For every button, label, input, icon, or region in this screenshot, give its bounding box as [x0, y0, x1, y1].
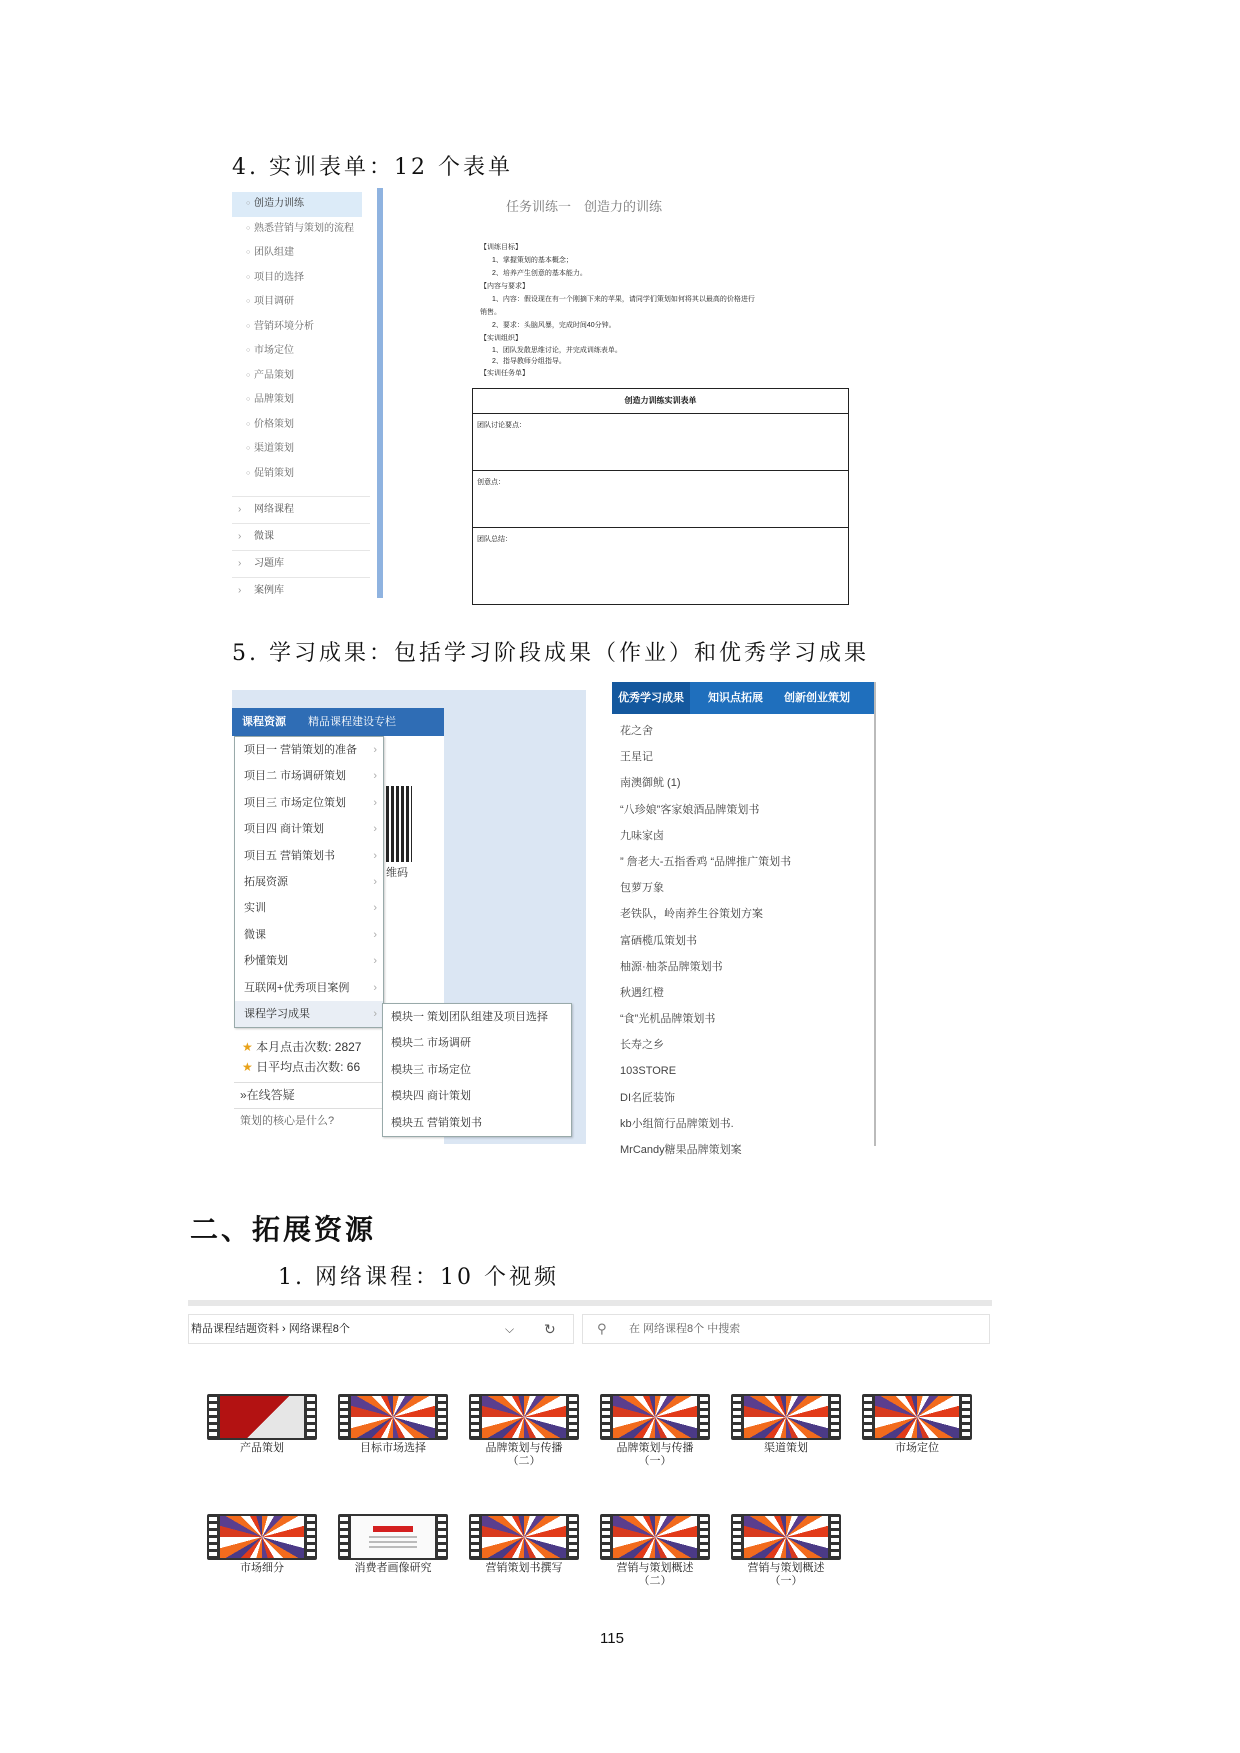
nav-item[interactable]: ○ 营销环境分析 [232, 315, 372, 340]
submenu-item[interactable]: 模块三 市场定位 [391, 1063, 472, 1076]
list-item[interactable]: 长寿之乡 [620, 1039, 664, 1052]
nav-group-online-course[interactable]: › 网络课程 [232, 496, 370, 523]
daily-clicks: ★ 日平均点击次数: 66 [242, 1060, 361, 1074]
row-label: 团队讨论要点： [477, 422, 526, 429]
list-item[interactable]: DI名匠装饰 [620, 1091, 675, 1104]
list-item[interactable]: 富硒榄瓜策划书 [620, 934, 697, 947]
online-course-heading: 1. 网络课程：10 个视频 [278, 1265, 559, 1290]
doc-line: 2、要求：头脑风暴，完成时间40分钟。 [492, 322, 616, 329]
list-item[interactable]: “八珍娘”客家娘酒品牌策划书 [620, 803, 760, 816]
nav-group-microlecture[interactable]: › 微课 [232, 523, 370, 550]
tab-innovation[interactable]: 创新创业策划 [784, 692, 850, 704]
table-row [473, 471, 848, 528]
video-thumbnail-icon [469, 1514, 579, 1560]
video-name-suffix: （一） [638, 1455, 672, 1467]
qr-code [386, 786, 412, 862]
video-name: 市场细分 [240, 1562, 284, 1574]
submenu-item[interactable]: 模块五 营销策划书 [391, 1116, 483, 1129]
video-name: 营销策划书撰写 [485, 1562, 563, 1574]
list-item[interactable]: 王星记 [620, 751, 653, 764]
video-thumbnail-icon [600, 1514, 710, 1560]
list-item[interactable]: 南澳御鱿 (1) [620, 777, 681, 790]
nav-item[interactable]: ○ 项目调研 [232, 290, 372, 315]
nav-group-cases[interactable]: › 案例库 [232, 577, 370, 604]
doc-line: 1、内容：假设现在有一个刚摘下来的苹果，请同学们策划如何将其以最高的价格进行 [492, 296, 755, 303]
menu-item[interactable]: 实训 › [235, 895, 383, 921]
refresh-icon[interactable]: ↻ [544, 1321, 556, 1337]
doc-line: 2、培养产生创意的基本能力。 [492, 270, 587, 277]
training-sidebar [232, 188, 372, 598]
video-name: 营销与策划概述 [616, 1562, 694, 1574]
video-file[interactable] [337, 1394, 449, 1455]
video-file[interactable] [730, 1394, 842, 1455]
menu-item[interactable]: 项目四 商计策划 › [235, 816, 383, 842]
menu-item[interactable]: 秒懂策划 › [235, 948, 383, 974]
video-name: 品牌策划与传播 [485, 1442, 563, 1454]
list-item[interactable]: 柚源·柚茶品牌策划书 [620, 960, 723, 973]
list-item[interactable]: 包萝万象 [620, 882, 664, 895]
training-form-screenshot [232, 188, 860, 598]
list-item[interactable]: 老铁队，岭南养生谷策划方案 [620, 908, 763, 921]
tab-knowledge-expansion[interactable]: 知识点拓展 [708, 692, 763, 704]
nav-item[interactable]: ○ 促销策划 [232, 462, 372, 487]
page-number: 115 [600, 1630, 624, 1647]
video-name: 消费者画像研究 [354, 1562, 432, 1574]
video-thumbnail-icon [469, 1394, 579, 1440]
video-file[interactable] [599, 1514, 711, 1588]
video-file[interactable] [206, 1514, 318, 1575]
list-item[interactable]: 花之舍 [620, 725, 653, 737]
video-file[interactable] [468, 1514, 580, 1575]
nav-item[interactable]: ○ 团队组建 [232, 241, 372, 266]
video-file[interactable] [468, 1394, 580, 1468]
chapter-2-heading: 二、拓展资源 [190, 1213, 377, 1246]
list-item[interactable]: “食”光机品牌策划书 [620, 1013, 716, 1026]
address-bar[interactable] [188, 1314, 574, 1344]
doc-line: 1、掌握策划的基本概念； [492, 257, 573, 264]
search-icon: ⚲ [597, 1321, 607, 1336]
tab-quality-course[interactable]: 精品课程建设专栏 [308, 716, 396, 728]
menu-item[interactable]: 互联网+优秀项目案例 › [235, 975, 383, 1001]
search-input[interactable] [582, 1314, 990, 1344]
video-name: 品牌策划与传播 [616, 1442, 694, 1454]
video-thumbnail-icon [600, 1394, 710, 1440]
video-file[interactable] [337, 1514, 449, 1575]
breadcrumb[interactable]: 精品课程结题资料 › 网络课程8个 [191, 1323, 350, 1335]
video-name-suffix: （二） [507, 1455, 541, 1467]
video-name: 营销与策划概述 [747, 1562, 825, 1574]
video-file[interactable] [730, 1514, 842, 1588]
star-icon: ★ [242, 1040, 253, 1054]
nav-item[interactable]: ○ 市场定位 [232, 339, 372, 364]
section-4-heading: 4. 实训表单：12 个表单 [232, 155, 513, 180]
sidebar-divider [377, 188, 383, 598]
chevron-down-icon[interactable]: ⌵ [505, 1322, 515, 1336]
training-form-table [472, 388, 849, 605]
menu-item-learning-results[interactable]: 课程学习成果 › [235, 1001, 383, 1027]
menu-item[interactable]: 项目五 营销策划书 › [235, 843, 383, 869]
video-file[interactable] [206, 1394, 318, 1455]
menu-item[interactable]: 项目三 市场定位策划 › [235, 790, 383, 816]
table-title: 创造力训练实训表单 [473, 389, 848, 414]
doc-title: 任务训练一 创造力的训练 [506, 199, 663, 214]
menu-item[interactable]: 拓展资源 › [235, 869, 383, 895]
learning-results-submenu [382, 1003, 572, 1137]
submenu-item[interactable]: 模块二 市场调研 [391, 1037, 472, 1050]
row-label: 团队总结： [477, 536, 512, 543]
submenu-item[interactable]: 模块四 商计策划 [391, 1090, 472, 1103]
video-thumbnail-icon [207, 1514, 317, 1560]
tab-course-resources[interactable]: 课程资源 [242, 716, 286, 728]
video-file[interactable] [861, 1394, 973, 1455]
list-item[interactable]: kb小组简行品牌策划书. [620, 1117, 734, 1130]
course-resources-screenshot [232, 690, 586, 1144]
video-name-suffix: （一） [769, 1575, 803, 1587]
list-item[interactable]: 秋遇红橙 [620, 986, 664, 999]
list-item[interactable]: 103STORE [620, 1065, 677, 1078]
video-name: 目标市场选择 [360, 1442, 426, 1454]
doc-line: 【实训任务单】 [480, 370, 529, 377]
menu-item[interactable]: 微课 › [235, 922, 383, 948]
doc-line: 1、团队发散思维讨论，并完成训练表单。 [492, 347, 622, 354]
nav-item[interactable]: ○ 产品策划 [232, 364, 372, 389]
star-icon: ★ [242, 1060, 253, 1074]
course-tabs [232, 708, 444, 736]
search-placeholder: 在 网络课程8个 中搜索 [629, 1323, 741, 1335]
nav-item[interactable]: ○ 渠道策划 [232, 437, 372, 462]
list-item[interactable]: MrCandy糖果品牌策划案 [620, 1144, 742, 1156]
video-thumbnail-icon [862, 1394, 972, 1440]
video-name: 市场定位 [895, 1442, 939, 1454]
video-name: 渠道策划 [764, 1442, 808, 1454]
nav-group-exercises[interactable]: › 习题库 [232, 550, 370, 577]
doc-line: 销售。 [480, 309, 501, 316]
monthly-clicks: ★ 本月点击次数: 2827 [242, 1040, 362, 1054]
results-list [620, 718, 791, 1163]
row-label: 创意点： [477, 479, 505, 486]
video-thumbnail-icon [207, 1394, 317, 1440]
submenu-item[interactable]: 模块一 策划团队组建及项目选择 [391, 1011, 549, 1023]
table-row [473, 414, 848, 471]
file-explorer-screenshot [188, 1300, 992, 1646]
nav-item[interactable]: ○ 熟悉营销与策划的流程 [232, 217, 372, 242]
doc-line: 2、指导教师分组指导。 [492, 358, 566, 365]
qr-label: 维码 [386, 867, 408, 879]
section-5-heading: 5. 学习成果：包括学习阶段成果（作业）和优秀学习成果 [232, 641, 869, 666]
excellent-results-screenshot [612, 682, 876, 1156]
nav-item-creativity[interactable]: ○ 创造力训练 [232, 192, 362, 217]
menu-item[interactable]: 项目二 市场调研策划 › [235, 763, 383, 789]
video-thumbnail-icon [338, 1514, 448, 1560]
menu-item[interactable]: 项目一 营销策划的准备 › [235, 737, 383, 763]
qa-item[interactable]: 策划的核心是什么? [234, 1108, 450, 1133]
results-tabs [612, 682, 874, 714]
video-thumbnail-icon [338, 1394, 448, 1440]
doc-line: 【实训组织】 [480, 335, 522, 342]
doc-line: 【内容与要求】 [480, 283, 529, 290]
training-document [384, 188, 860, 598]
explorer-top-bar [188, 1300, 992, 1306]
list-item[interactable]: ” 詹老大-五指香鸡 “品牌推广策划书 [620, 855, 792, 868]
video-name: 产品策划 [240, 1442, 284, 1454]
video-thumbnail-icon [731, 1394, 841, 1440]
doc-line: 【训练目标】 [480, 244, 522, 251]
video-name-suffix: （二） [638, 1575, 672, 1587]
list-item[interactable]: 九味家卤 [620, 829, 664, 842]
nav-item[interactable]: ○ 品牌策划 [232, 388, 372, 413]
tab-excellent-results[interactable]: 优秀学习成果 [612, 682, 690, 714]
video-file[interactable] [599, 1394, 711, 1468]
nav-item[interactable]: ○ 项目的选择 [232, 266, 372, 291]
table-row [473, 528, 848, 598]
nav-item[interactable]: ○ 价格策划 [232, 413, 372, 438]
online-qa-title[interactable]: »在线答疑 [234, 1082, 450, 1107]
video-thumbnail-icon [731, 1514, 841, 1560]
course-dropdown-menu [234, 736, 384, 1028]
